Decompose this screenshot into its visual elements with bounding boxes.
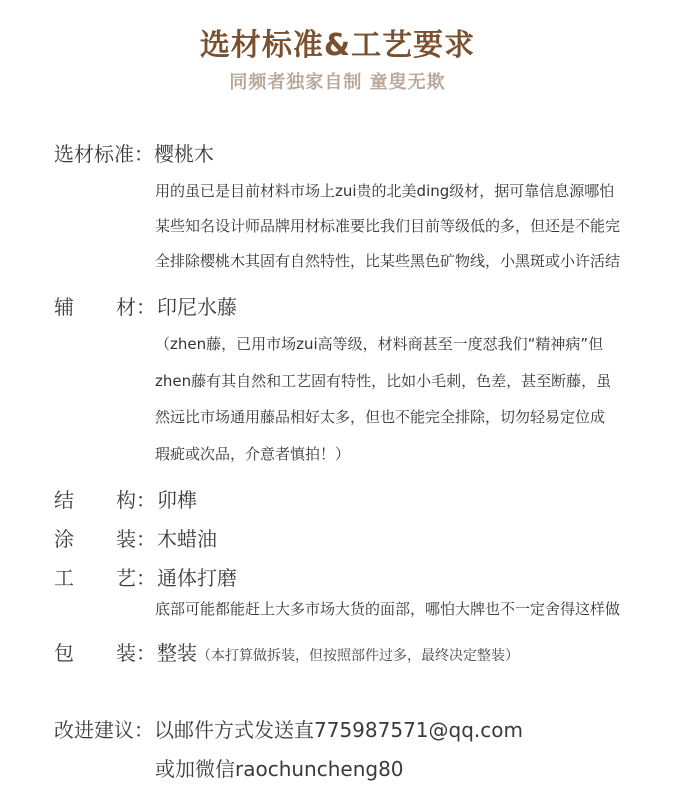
auxiliary-value: 印尼水藤 [157, 295, 237, 319]
coating-value: 木蜡油 [157, 527, 217, 551]
structure-label [54, 484, 157, 513]
coating-row [54, 523, 217, 552]
suggestion-wechat-line: 或加微信raochuncheng80 [155, 757, 404, 781]
packaging-label-char-2: 装： [116, 641, 156, 665]
material-row [54, 138, 214, 167]
page-subtitle: 同频者独家自制 童叟无欺 [229, 72, 446, 93]
coating-label [54, 523, 157, 552]
suggestion-row [54, 714, 523, 743]
auxiliary-label-char-1: 辅 [54, 295, 74, 319]
page-title: 选材标准&工艺要求 [199, 28, 476, 63]
coating-label-char-2: 装： [116, 527, 156, 551]
structure-label-char-2: 构： [116, 488, 156, 512]
craft-row [54, 562, 237, 591]
material-label: 选材标准： [54, 142, 154, 166]
packaging-label-char-1: 包 [54, 641, 74, 665]
craft-label-char-1: 工 [54, 566, 74, 590]
auxiliary-desc-line-4: 瑕疵或次品，介意者慎拍！） [155, 445, 351, 463]
auxiliary-desc-line-2: zhen藤有其自然和工艺固有特性，比如小毛刺，色差，甚至断藤，虽 [155, 372, 612, 390]
coating-label-char-1: 涂 [54, 527, 74, 551]
craft-value: 通体打磨 [157, 566, 237, 590]
auxiliary-label-char-2: 材： [116, 295, 156, 319]
craft-label-char-2: 艺： [116, 566, 156, 590]
craft-label [54, 562, 157, 591]
material-desc-line-2: 某些知名设计师品牌用材标准要比我们目前等级低的多，但还是不能完 [155, 217, 621, 235]
suggestion-label: 改进建议： [54, 718, 154, 742]
auxiliary-desc-line-3: 然远比市场通用藤品相好太多，但也不能完全排除，切勿轻易定位成 [155, 408, 606, 426]
packaging-value: 整装 [157, 641, 197, 665]
packaging-note: （本打算做拆装，但按照部件过多，最终决定整装） [197, 648, 519, 664]
auxiliary-desc-line-1: （zhen藤，已用市场zui高等级，材料商甚至一度怼我们“精神病”但 [155, 335, 604, 353]
suggestion-email-line: 以邮件方式发送直775987571@qq.com [154, 718, 523, 742]
structure-value: 卯榫 [157, 488, 197, 512]
packaging-label [54, 637, 157, 666]
auxiliary-row [54, 291, 237, 320]
material-value: 樱桃木 [154, 142, 214, 166]
structure-row [54, 484, 197, 513]
structure-label-char-1: 结 [54, 488, 74, 512]
craft-desc: 底部可能都能赶上大多市场大货的面部，哪怕大牌也不一定舍得这样做 [155, 600, 621, 618]
packaging-row [54, 637, 519, 666]
auxiliary-label [54, 291, 157, 320]
material-desc-line-3: 全排除樱桃木其固有自然特性，比某些黑色矿物线，小黑斑或小许活结 [155, 252, 621, 270]
material-desc-line-1: 用的虽已是目前材料市场上zui贵的北美ding级材，据可靠信息源哪怕 [155, 182, 615, 200]
